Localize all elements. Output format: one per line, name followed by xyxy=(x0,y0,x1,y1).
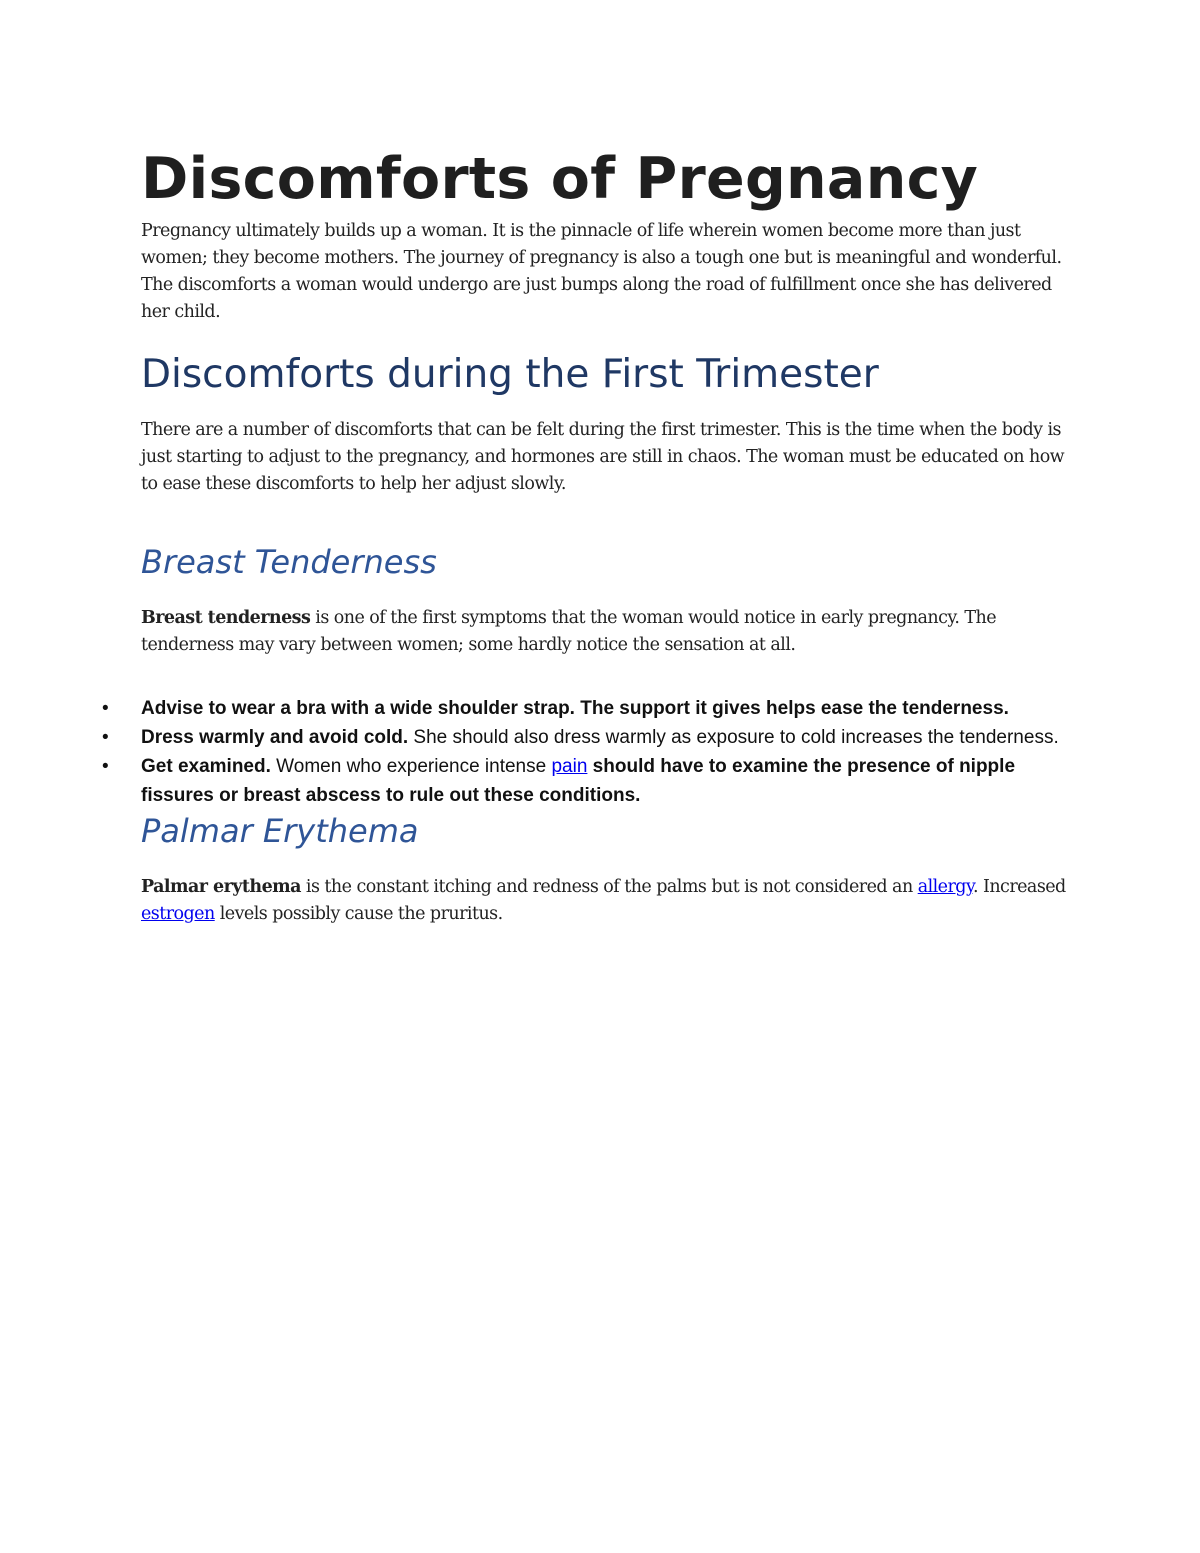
bullet-text: Women who experience intense xyxy=(270,756,552,777)
palmar-erythema-text-2: . Increased xyxy=(972,877,1066,897)
intro-paragraph: Pregnancy ultimately builds up a woman. It is the pinnacle of life wherein women become more than just women; they become mothers. The journey of pregnancy is also a tough one but is meaningful and wonderful. The discomforts a woman would undergo are just bumps along the road of fulfillment once she has delivered her child. xyxy=(141,221,1062,322)
breast-tenderness-list xyxy=(0,694,1071,810)
bullet-icon: • xyxy=(102,727,109,748)
list-item xyxy=(0,752,1071,810)
palmar-erythema-paragraph xyxy=(141,874,1071,928)
bullet-icon: • xyxy=(102,756,109,777)
bullet-text: The support it gives helps ease the tenderness. xyxy=(574,698,1009,719)
list-item xyxy=(0,694,1071,723)
bullet-bold-text: Dress warmly and avoid cold. xyxy=(141,727,409,748)
first-trimester-paragraph: There are a number of discomforts that can be felt during the first trimester. This is the time when the body is just starting to adjust to the pregnancy, and hormones are still in chaos. The woman must be educated on how to ease these discomforts to help her adjust slowly. xyxy=(141,420,1065,494)
bullet-text: She should also dress warmly as exposure to cold increases the tenderness. xyxy=(408,727,1059,748)
bullet-bold-text: Get examined. xyxy=(141,756,271,777)
subheading-palmar-erythema: Palmar Erythema xyxy=(141,812,419,850)
document-content xyxy=(102,140,1071,928)
breast-tenderness-text: is one of the first symptoms that the woman would notice in early pregnancy. The tenderness may vary between women; some hardly notice the sensation at all. xyxy=(141,608,997,655)
palmar-erythema-text-3: levels possibly cause the pruritus. xyxy=(214,904,503,924)
allergy-link[interactable]: allergy xyxy=(917,877,973,897)
breast-tenderness-paragraph xyxy=(141,605,1071,659)
palmar-erythema-text-1: is the constant itching and redness of the palms but is not considered an xyxy=(300,877,918,897)
bullet-icon: • xyxy=(102,698,109,719)
section-heading-first-trimester: Discomforts during the First Trimester xyxy=(141,352,879,397)
list-item xyxy=(0,723,1071,752)
subheading-breast-tenderness: Breast Tenderness xyxy=(141,543,437,581)
bullet-bold-text: Advise to wear a bra with a wide shoulder strap. xyxy=(141,698,575,719)
estrogen-link[interactable]: estrogen xyxy=(141,904,215,924)
palmar-erythema-term: Palmar erythema xyxy=(141,877,301,897)
document-title: Discomforts of Pregnancy xyxy=(141,146,979,212)
bullet-text-after-link: should have to examine the presence of nipple fissures or breast abscess to rule out these conditions. xyxy=(141,756,1016,806)
breast-tenderness-term: Breast tenderness xyxy=(141,608,311,628)
pain-link[interactable]: pain xyxy=(551,756,588,777)
